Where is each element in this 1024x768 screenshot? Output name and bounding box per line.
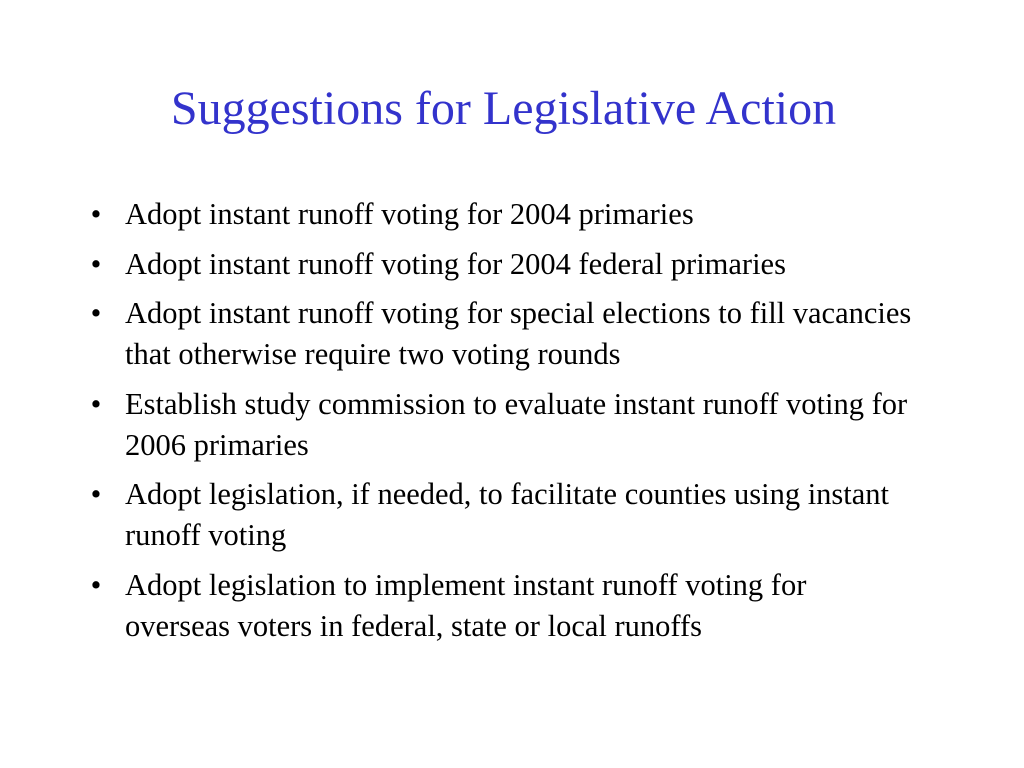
bullet-text: Adopt instant runoff voting for special elections to fill vacancies that otherwise require two voting rounds — [125, 296, 912, 371]
slide-title: Suggestions for Legislative Action — [170, 82, 837, 135]
bullet-item — [84, 384, 914, 466]
bullet-item — [84, 194, 914, 235]
bullet-text: Adopt legislation to implement instant runoff voting for overseas voters in federal, state or local runoffs — [125, 567, 807, 643]
bullet-item — [84, 565, 914, 647]
bullet-item — [84, 474, 914, 556]
bullet-item — [84, 244, 914, 285]
bullet-dot-icon: • — [90, 296, 102, 330]
bullet-text: Adopt instant runoff voting for 2004 primaries — [125, 197, 694, 231]
bullet-dot-icon: • — [90, 477, 102, 511]
bullet-text: Adopt legislation, if needed, to facilitate counties using instant runoff voting — [125, 477, 890, 552]
bullet-dot-icon: • — [90, 197, 102, 231]
bullet-text: Adopt instant runoff voting for 2004 federal primaries — [125, 246, 786, 281]
bullet-dot-icon: • — [90, 567, 102, 602]
bullet-dot-icon: • — [90, 386, 102, 421]
bullet-item — [84, 293, 914, 375]
bullet-list — [84, 194, 914, 655]
bullet-dot-icon: • — [90, 246, 102, 281]
bullet-text: Establish study commission to evaluate instant runoff voting for 2006 primaries — [125, 386, 908, 462]
